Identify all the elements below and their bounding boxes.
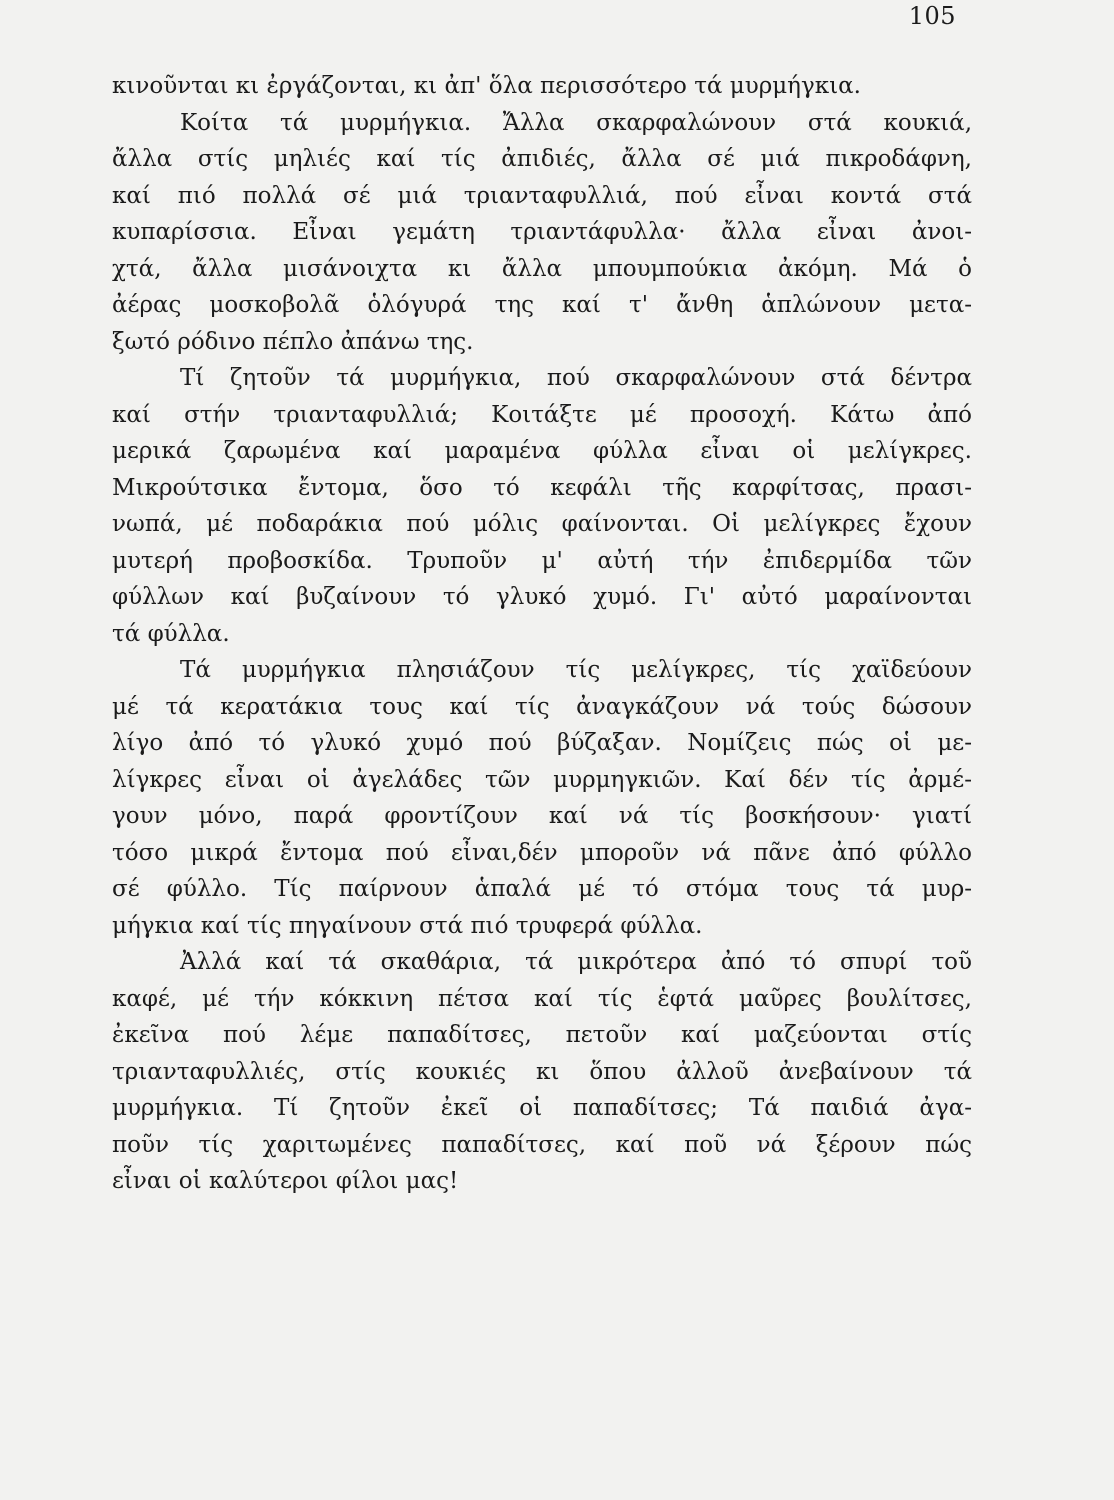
text-line: καί στήν τριανταφυλλιά; Κοιτάξτε μέ προσοχή. Κάτω ἀπό	[112, 401, 972, 428]
text-line: ποῦν τίς χαριτωμένες παπαδίτσες, καί ποῦ νά ξέρουν πώς	[112, 1131, 972, 1158]
body-text	[112, 68, 972, 1200]
text-line: λίγκρες εἶναι οἱ ἀγελάδες τῶν μυρμηγκιῶν. Καί δέν τίς ἀρμέ-	[112, 766, 972, 793]
page-number: 105	[908, 2, 956, 30]
text-line: Τί ζητοῦν τά μυρμήγκια, πού σκαρφαλώνουν στά δέντρα	[180, 365, 972, 391]
text-line: μυτερή προβοσκίδα. Τρυποῦν μ' αὐτή τήν ἐπιδερμίδα τῶν	[112, 547, 972, 574]
text-line: ἄλλα στίς μηλιές καί τίς ἀπιδιές, ἄλλα σέ μιά πικροδάφνη,	[112, 146, 972, 172]
text-line: γουν μόνο, παρά φροντίζουν καί νά τίς βοσκήσουν· γιατί	[112, 803, 972, 829]
text-line: κινοῦνται κι ἐργάζονται, κι ἀπ' ὅλα περισσότερο τά μυρμήγκια.	[112, 73, 861, 99]
text-line: μέ τά κερατάκια τους καί τίς ἀναγκάζουν νά τούς δώσουν	[112, 693, 972, 720]
text-line: Κοίτα τά μυρμήγκια. Ἄλλα σκαρφαλώνουν στά κουκιά,	[180, 109, 972, 136]
text-line: Ἀλλά καί τά σκαθάρια, τά μικρότερα ἀπό τό σπυρί τοῦ	[180, 949, 972, 975]
text-line: Μικρούτσικα ἔντομα, ὅσο τό κεφάλι τῆς καρφίτσας, πρασι-	[112, 474, 972, 501]
text-line: καί πιό πολλά σέ μιά τριανταφυλλιά, πού εἶναι κοντά στά	[112, 182, 972, 209]
text-line: εἶναι οἱ καλύτεροι φίλοι μας!	[112, 1168, 459, 1194]
text-line: μυρμήγκια. Τί ζητοῦν ἐκεῖ οἱ παπαδίτσες; Τά παιδιά ἀγα-	[112, 1095, 972, 1121]
text-line: ἀέρας μοσκοβολᾶ ὁλόγυρά της καί τ' ἄνθη ἁπλώνουν μετα-	[112, 292, 972, 318]
text-line: φύλλων καί βυζαίνουν τό γλυκό χυμό. Γι' αὐτό μαραίνονται	[112, 584, 972, 610]
text-line: λίγο ἀπό τό γλυκό χυμό πού βύζαξαν. Νομίζεις πώς οἱ με-	[112, 730, 972, 756]
text-line: τά φύλλα.	[112, 620, 230, 647]
text-line: ἐκεῖνα πού λέμε παπαδίτσες, πετοῦν καί μαζεύονται στίς	[112, 1022, 972, 1048]
text-line: μερικά ζαρωμένα καί μαραμένα φύλλα εἶναι οἱ μελίγκρες.	[112, 438, 972, 464]
text-line: ξωτό ρόδινο πέπλο ἀπάνω της.	[112, 328, 474, 355]
text-line: σέ φύλλο. Τίς παίρνουν ἁπαλά μέ τό στόμα τους τά μυρ-	[112, 876, 972, 902]
text-line: Τά μυρμήγκια πλησιάζουν τίς μελίγκρες, τίς χαϊδεύουν	[180, 657, 972, 683]
text-line: τριανταφυλλιές, στίς κουκιές κι ὅπου ἀλλοῦ ἀνεβαίνουν τά	[112, 1058, 972, 1085]
text-line: νωπά, μέ ποδαράκια πού μόλις φαίνονται. Οἱ μελίγκρες ἔχουν	[112, 511, 972, 537]
text-line: τόσο μικρά ἔντομα πού εἶναι,δέν μποροῦν νά πᾶνε ἀπό φύλλο	[112, 839, 972, 866]
text-line: μήγκια καί τίς πηγαίνουν στά πιό τρυφερά φύλλα.	[112, 912, 703, 939]
text-line: κυπαρίσσια. Εἶναι γεμάτη τριαντάφυλλα· ἄλλα εἶναι ἀνοι-	[112, 219, 972, 245]
text-line: καφέ, μέ τήν κόκκινη πέτσα καί τίς ἑφτά μαῦρες βουλίτσες,	[112, 985, 972, 1012]
text-line: χτά, ἄλλα μισάνοιχτα κι ἄλλα μπουμπούκια ἀκόμη. Μά ὁ	[112, 255, 972, 282]
